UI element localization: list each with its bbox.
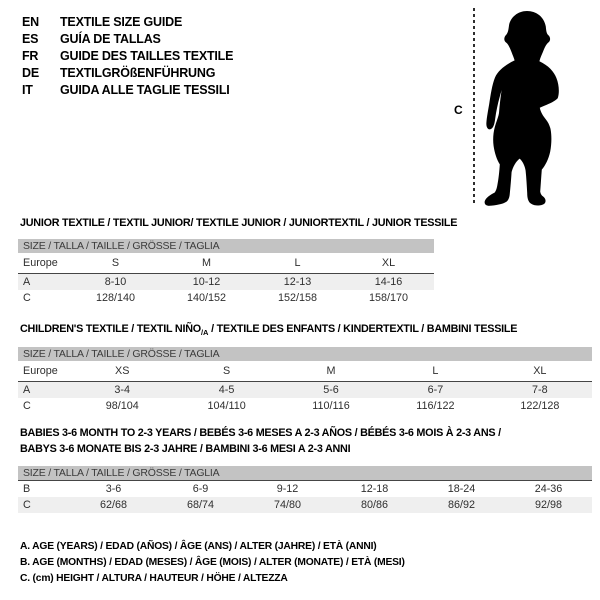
footnote-a: A. AGE (YEARS) / EDAD (AÑOS) / ÂGE (ANS) / ALTER (JAHRE) / ETÀ (ANNI) [20, 541, 377, 552]
table-cell: 152/158 [277, 292, 318, 304]
title-line-1: BABIES 3-6 MONTH TO 2-3 YEARS / BEBÉS 3-6 MESES A 2-3 AÑOS / BÉBÉS 3-6 MOIS À 2-3 ANS / [20, 427, 501, 439]
height-dashed-line [473, 8, 475, 206]
language-code: ES [22, 31, 39, 46]
row-label: C [23, 400, 31, 412]
table-cell: 9-12 [276, 483, 299, 495]
table-cell: 6-7 [427, 384, 444, 396]
table-cell: 8-10 [104, 276, 127, 288]
table-cell: 128/140 [95, 292, 136, 304]
baby-silhouette-icon [481, 8, 573, 208]
language-code: DE [22, 65, 39, 80]
table-row [18, 481, 592, 497]
table-cell: XL [533, 365, 547, 377]
table-cell: 74/80 [273, 499, 302, 511]
junior-table-title: JUNIOR TEXTILE / TEXTIL JUNIOR/ TEXTILE JUNIOR / JUNIORTEXTIL / JUNIOR TESSILE [20, 217, 458, 229]
footnotes [20, 539, 405, 586]
list-item [22, 81, 233, 98]
height-figure [440, 0, 600, 215]
table-cell: 62/68 [99, 499, 128, 511]
language-label: GUIDE DES TAILLES TEXTILE [60, 48, 234, 63]
row-label: C [23, 292, 31, 304]
table-cell: 140/152 [186, 292, 227, 304]
language-code: EN [22, 14, 39, 29]
table-cell: M [202, 257, 211, 269]
table-cell: L [432, 365, 439, 377]
table-cell: 110/116 [312, 400, 350, 412]
row-label: Europe [23, 365, 58, 377]
table-cell: 18-24 [447, 483, 476, 495]
table-row [18, 497, 592, 513]
footnote-c: C. (cm) HEIGHT / ALTURA / HAUTEUR / HÖHE / ALTEZZA [20, 572, 288, 584]
height-measure-label: C [454, 103, 463, 117]
table-cell: 6-9 [192, 483, 209, 495]
title-line-2: BABYS 3-6 MONATE BIS 2-3 JAHRE / BAMBINI 3-6 MESI A 2-3 ANNI [20, 443, 351, 455]
table-row [18, 361, 592, 382]
children-size-table [18, 347, 592, 414]
junior-size-table [18, 239, 434, 306]
table-cell: 3-6 [105, 483, 122, 495]
table-cell: 116/122 [416, 400, 455, 412]
babies-size-table [18, 466, 592, 513]
table-cell: L [294, 257, 301, 269]
size-header-bar: SIZE / TALLA / TAILLE / GRÖSSE / TAGLIA [18, 347, 592, 361]
language-code: IT [22, 82, 33, 97]
title-text: CHILDREN'S TEXTILE / TEXTIL NIÑO [20, 323, 201, 335]
language-label: TEXTILE SIZE GUIDE [60, 14, 183, 29]
table-cell: 122/128 [520, 400, 560, 412]
table-cell: 68/74 [186, 499, 215, 511]
table-cell: 12-13 [283, 276, 312, 288]
table-cell: 4-5 [218, 384, 235, 396]
row-label: A [23, 384, 31, 396]
language-list [22, 13, 233, 98]
table-cell: 80/86 [360, 499, 389, 511]
table-cell: M [326, 365, 336, 377]
babies-table-title [20, 425, 501, 457]
row-label: Europe [23, 257, 58, 269]
list-item [22, 47, 233, 64]
table-row [18, 382, 592, 398]
table-cell: 104/110 [207, 400, 246, 412]
row-label: C [23, 499, 31, 511]
title-subscript: /A [200, 327, 209, 337]
children-table-title [20, 321, 517, 338]
table-cell: 92/98 [534, 499, 563, 511]
table-row [18, 274, 434, 290]
table-row [18, 398, 592, 414]
table-cell: 7-8 [532, 384, 548, 396]
table-cell: 24-36 [534, 483, 563, 495]
list-item [22, 13, 233, 30]
language-code: FR [22, 48, 39, 63]
table-cell: S [111, 257, 120, 269]
language-label: GUÍA DE TALLAS [60, 31, 161, 46]
table-cell: 5-6 [323, 384, 339, 396]
list-item [22, 64, 233, 81]
table-cell: 10-12 [192, 276, 221, 288]
table-cell: XL [381, 257, 396, 269]
size-header-bar: SIZE / TALLA / TAILLE / GRÖSSE / TAGLIA [18, 239, 434, 253]
table-row [18, 253, 434, 274]
table-row [18, 290, 434, 306]
table-cell: XS [115, 365, 130, 377]
title-text: / TEXTILE DES ENFANTS / KINDERTEXTIL / BAMBINI TESSILE [208, 323, 518, 335]
row-label: B [23, 483, 31, 495]
table-cell: 14-16 [374, 276, 403, 288]
language-label: TEXTILGRÖßENFÜHRUNG [60, 65, 216, 80]
list-item [22, 30, 233, 47]
table-cell: 12-18 [360, 483, 389, 495]
footnote-b: B. AGE (MONTHS) / EDAD (MESES) / ÂGE (MOIS) / ALTER (MONATE) / ETÀ (MESI) [20, 556, 405, 568]
table-cell: 86/92 [447, 499, 476, 511]
table-cell: 3-4 [114, 384, 130, 396]
language-label: GUIDA ALLE TAGLIE TESSILI [60, 82, 230, 97]
table-cell: S [223, 365, 231, 377]
table-cell: 98/104 [105, 400, 139, 412]
table-cell: 158/170 [368, 292, 409, 304]
row-label: A [23, 276, 31, 288]
size-header-bar: SIZE / TALLA / TAILLE / GRÖSSE / TAGLIA [18, 466, 592, 481]
